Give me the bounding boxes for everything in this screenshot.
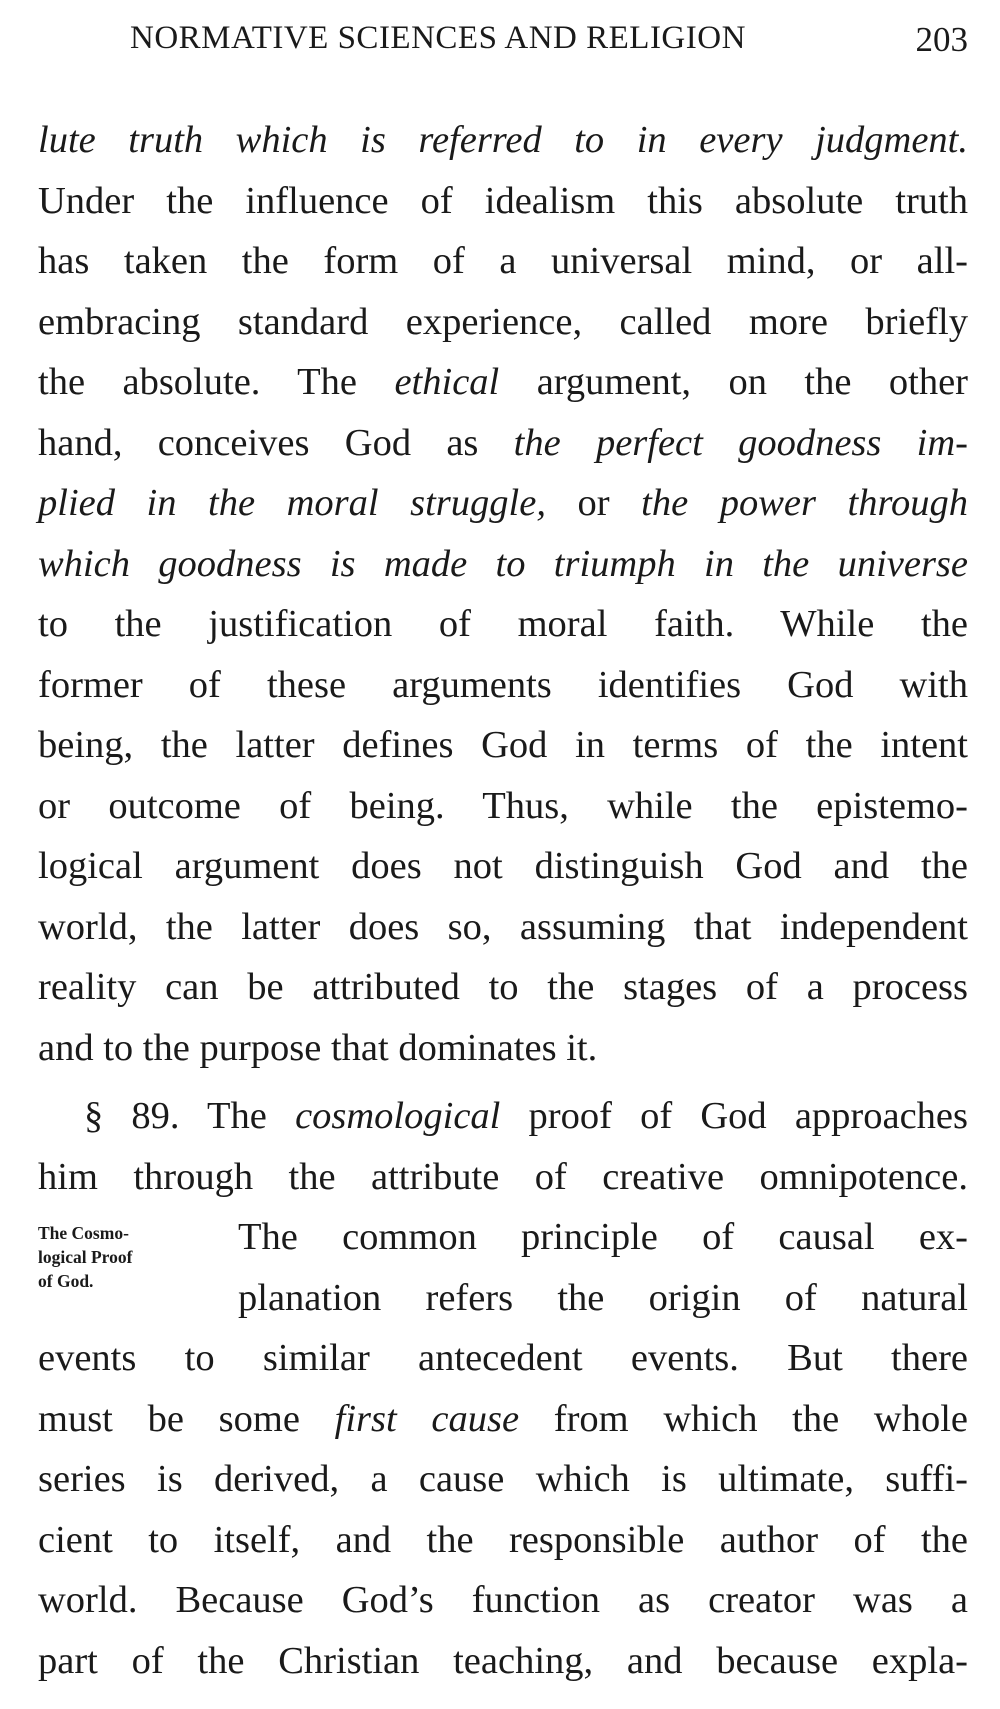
text-line: logical argument does not distinguish God and the [38,845,968,887]
running-title: NORMATIVE SCIENCES AND RELIGION [130,20,746,56]
text-line: planation refers the origin of natural [238,1276,968,1319]
text-line [38,110,968,171]
paragraph-1 [38,110,968,1078]
text-line [38,473,968,534]
text-line [38,534,968,595]
body-text [38,110,968,1691]
text-run: or [545,482,642,524]
text-line: or outcome of being. Thus, while the epistemo- [38,784,968,827]
text-line: him through the attribute of creative omnipotence. [38,1155,968,1198]
sidenote-line: The Cosmo- [38,1223,129,1243]
text-line: embracing standard experience, called more briefly [38,300,968,343]
text-line [38,413,968,474]
text-line: has taken the form of a universal mind, or all- [38,240,968,282]
text-line: The common principle of causal ex- [238,1216,968,1258]
text-line: Under the influence of idealism this absolute truth [38,179,968,222]
italic-phrase: the power through [641,482,968,524]
paragraph-2 [38,1086,968,1691]
text-run: argument, on the other [499,361,968,403]
text-line: events to similar antecedent events. But there [38,1337,968,1379]
text-line: and to the purpose that dominates it. [38,1026,598,1069]
text-line: to the justification of moral faith. While the [38,603,968,645]
italic-phrase: plied in the moral struggle, [38,482,546,524]
italic-phrase: lute truth which is referred to in every judgment. [38,119,968,161]
italic-phrase: ethical [394,361,500,403]
sidenote-line: of God. [38,1271,94,1291]
text-line [38,352,968,413]
text-line: part of the Christian teaching, and because expla- [38,1639,968,1682]
text-run: the absolute. The [38,361,395,403]
text-line: world, the latter does so, assuming that independent [38,905,968,948]
text-line: being, the latter defines God in terms of the intent [38,724,968,766]
running-head [130,20,968,70]
sidenote-block [38,1207,968,1328]
text-line: world. Because God’s function as creator was a [38,1579,968,1621]
text-line: former of these arguments identifies God with [38,663,968,706]
italic-phrase: first cause [334,1397,520,1440]
text-run: hand, conceives God as [38,421,514,464]
text-line [38,1086,968,1147]
text-run: proof of God approaches [500,1095,968,1137]
text-line: series is derived, a cause which is ultimate, suffi- [38,1458,968,1500]
italic-phrase: cosmological [295,1095,501,1137]
italic-phrase: the perfect goodness im- [513,421,968,464]
text-line: reality can be attributed to the stages of a process [38,966,968,1008]
page-number: 203 [915,20,968,59]
text-line [38,1389,968,1450]
section-number: § 89. The [84,1095,296,1137]
sidenote-line: logical Proof [38,1247,133,1267]
margin-sidenote [38,1221,208,1293]
text-run: from which the whole [519,1397,968,1440]
text-run: must be some [38,1397,335,1440]
text-line: cient to itself, and the responsible author of the [38,1518,968,1561]
italic-phrase: which goodness is made to triumph in the universe [38,542,968,585]
